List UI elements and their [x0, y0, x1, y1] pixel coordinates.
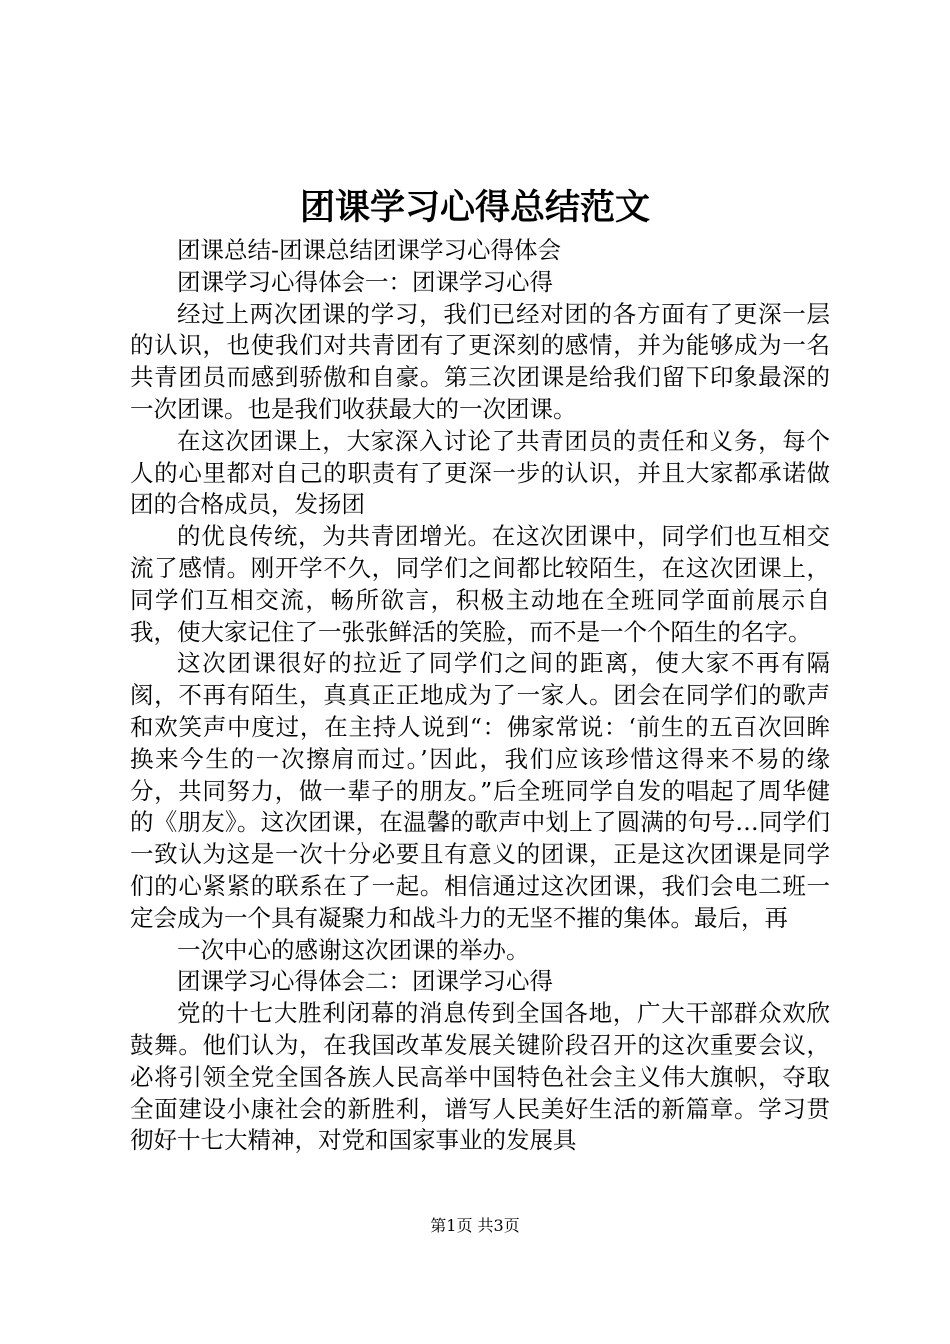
- paragraph-8: 团课学习心得体会二：团课学习心得: [177, 967, 553, 996]
- document-body: [130, 235, 830, 1157]
- page-number-footer: 第1页 共3页: [430, 1216, 520, 1235]
- paragraph-3: 经过上两次团课的学习，我们已经对团的各方面有了更深一层的认识，也使我们对共青团有了更深刻的感情，并为能够成为一名共青团员而感到骄傲和自豪。第三次团课是给我们留下印象最深的一次团课。也是我们收获最大的一次团课。: [130, 299, 830, 423]
- paragraph-2: 团课学习心得体会一：团课学习心得: [177, 267, 553, 296]
- paragraph-4: 在这次团课上，大家深入讨论了共青团员的责任和义务，每个人的心里都对自己的职责有了更深一步的认识，并且大家都承诺做团的合格成员，发扬团: [130, 426, 830, 519]
- document-title: 团课学习心得总结范文: [299, 187, 650, 228]
- paragraph-1: 团课总结-团课总结团课学习心得体会: [177, 236, 561, 264]
- paragraph-9: 党的十七大胜利闭幕的消息传到全国各地，广大干部群众欢欣鼓舞。他们认为，在我国改革发展关键阶段召开的这次重要会议，必将引领全党全国各族人民高举中国特色社会主义伟大旗帜，夺取全面建设小康社会的新胜利，谱写人民美好生活的新篇章。学习贯彻好十七大精神，对党和国家事业的发展具: [130, 999, 830, 1155]
- paragraph-5: 的优良传统，为共青团增光。在这次团课中，同学们也互相交流了感情。刚开学不久，同学们之间都比较陌生，在这次团课上，同学们互相交流，畅所欲言，积极主动地在全班同学面前展示自我，使大家记住了一张张鲜活的笑脸，而不是一个个陌生的名字。: [130, 522, 830, 646]
- paragraph-6: 这次团课很好的拉近了同学们之间的距离，使大家不再有隔阂，不再有陌生，真真正正地成为了一家人。团会在同学们的歌声和欢笑声中度过，在主持人说到“：佛家常说：‘前生的五百次回眸换来今生的一次擦肩而过。’因此，我们应该珍惜这得来不易的缘分，共同努力，做一辈子的朋友。”后全班同学自发的唱起了周华健的《朋友》。这次团课，在温馨的歌声中划上了圆满的句号…同学们一致认为这是一次十分必要且有意义的团课，正是这次团课是同学们的心紧紧的联系在了一起。相信通过这次团课，我们会电二班一定会成为一个具有凝聚力和战斗力的无坚不摧的集体。最后，再: [130, 649, 830, 932]
- paragraph-7: 一次中心的感谢这次团课的举办。: [177, 935, 530, 964]
